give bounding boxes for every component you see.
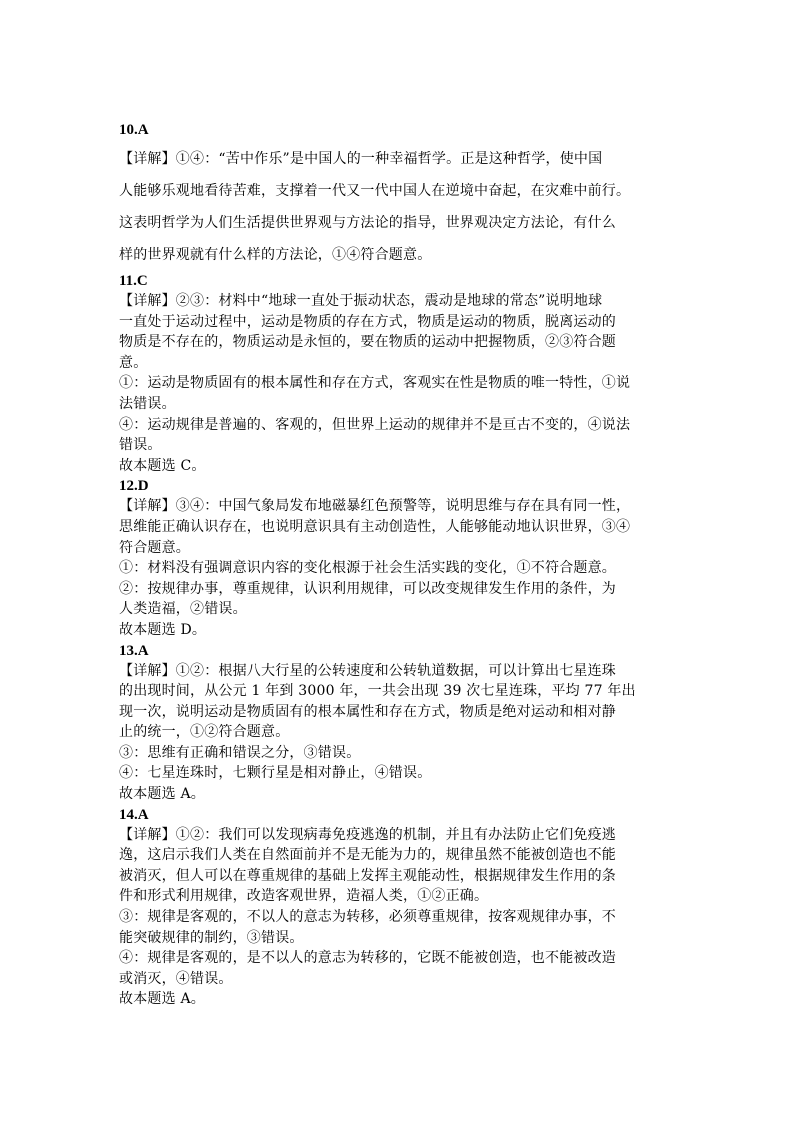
text-line: ③：规律是客观的，不以人的意志为转移，必须尊重规律，按客观规律办事，不 <box>119 909 616 926</box>
question-section <box>119 641 691 805</box>
option-analysis <box>119 989 691 1010</box>
explanation-paragraph <box>119 291 691 373</box>
question-number: 11.C <box>119 273 148 289</box>
option-analysis <box>119 907 691 948</box>
text-line: ①：材料没有强调意识内容的变化根源于社会生活实践的变化，①不符合题意。 <box>119 560 616 577</box>
question-section <box>119 271 691 476</box>
explanation-paragraph <box>119 496 691 558</box>
text-line: ②：按规律办事，尊重规律，认识利用规律，可以改变规律发生作用的条件，为 <box>119 580 616 597</box>
text-line: 故本题选 D。 <box>119 621 207 638</box>
explanation-paragraph <box>119 825 691 907</box>
question-number: 13.A <box>119 642 149 659</box>
explanation-paragraph <box>119 661 691 743</box>
question-section <box>119 805 691 1010</box>
text-line: ④：规律是客观的，是不以人的意志为转移的，它既不能被创造，也不能被改造 <box>119 950 616 967</box>
text-line: 错误。 <box>119 437 162 454</box>
text-line: 【详解】③④：中国气象局发布地磁暴红色预警等，说明思维与存在具有同一性， <box>119 498 631 515</box>
text-line: ④：运动规律是普遍的、客观的，但世界上运动的规律并不是亘古不变的，④说法 <box>119 416 631 433</box>
text-line: 能突破规律的制约，③错误。 <box>119 929 304 946</box>
text-line: 被消灭，但人可以在尊重规律的基础上发挥主观能动性，根据规律发生作用的条 <box>119 867 616 884</box>
text-line: 样的世界观就有什么样的方法论，①④符合题意。 <box>119 247 432 263</box>
question-number: 12.D <box>119 478 149 495</box>
text-line: 故本题选 A。 <box>119 991 205 1008</box>
text-line: 【详解】②③：材料中“地球一直处于振动状态，震动是地球的常态”说明地球 <box>119 293 603 309</box>
text-line: 逸，这启示我们人类在自然面前并不是无能为力的，规律虽然不能被创造也不能 <box>119 847 616 864</box>
question-number: 14.A <box>119 806 149 823</box>
text-line: 的出现时间，从公元 1 年到 3000 年，一共会出现 39 次七星连珠，平均 77 年出 <box>119 683 636 700</box>
question-section <box>119 476 691 640</box>
text-line: 一直处于运动过程中，运动是物质的存在方式，物质是运动的物质，脱离运动的 <box>119 313 616 330</box>
text-line: 【详解】①②：我们可以发现病毒免疫逃逸的机制，并且有办法防止它们免疫逃 <box>119 826 616 843</box>
text-line: 止的统一，①②符合题意。 <box>119 724 290 741</box>
text-line: 故本题选 A。 <box>119 786 205 803</box>
text-line: 思维能正确认识存在，也说明意识具有主动创造性，人能够能动地认识世界，③④ <box>119 518 631 535</box>
option-analysis <box>119 579 691 620</box>
option-analysis <box>119 456 691 477</box>
option-analysis <box>119 763 691 784</box>
text-line: 或消灭，④错误。 <box>119 970 233 987</box>
text-line: 【详解】①④：“苦中作乐”是中国人的一种幸福哲学。正是这种哲学，使中国 <box>119 151 603 167</box>
option-analysis <box>119 743 691 764</box>
text-line: 人类造福，②错误。 <box>119 601 247 618</box>
text-line: 符合题意。 <box>119 539 190 556</box>
text-line: 件和形式利用规律，改造客观世界，造福人类，①②正确。 <box>119 888 489 905</box>
text-line: ③：思维有正确和错误之分，③错误。 <box>119 744 361 761</box>
text-line: 这表明哲学为人们生活提供世界观与方法论的指导，世界观决定方法论，有什么 <box>119 215 616 231</box>
text-line: ④：七星连珠时，七颗行星是相对静止，④错误。 <box>119 765 432 782</box>
explanation-paragraph <box>119 143 691 271</box>
option-analysis <box>119 784 691 805</box>
option-analysis <box>119 415 691 456</box>
option-analysis <box>119 558 691 579</box>
text-line: 人能够乐观地看待苦难，支撑着一代又一代中国人在逆境中奋起，在灾难中前行。 <box>119 183 631 199</box>
text-line: ①：运动是物质固有的根本属性和存在方式，客观实在性是物质的唯一特性，①说 <box>119 375 631 392</box>
text-line: 故本题选 C。 <box>119 457 206 474</box>
text-line: 意。 <box>119 354 148 371</box>
text-line: 法错误。 <box>119 395 176 412</box>
text-line: 物质是不存在的，物质运动是永恒的，要在物质的运动中把握物质，②③符合题 <box>119 334 616 351</box>
text-line: 【详解】①②：根据八大行星的公转速度和公转轨道数据，可以计算出七星连珠 <box>119 662 616 679</box>
text-line: 现一次，说明运动是物质固有的根本属性和存在方式，物质是绝对运动和相对静 <box>119 703 616 720</box>
option-analysis <box>119 948 691 989</box>
answer-sheet <box>119 120 691 1010</box>
question-number: 10.A <box>119 122 149 138</box>
option-analysis <box>119 620 691 641</box>
option-analysis <box>119 373 691 414</box>
question-section <box>119 120 691 271</box>
